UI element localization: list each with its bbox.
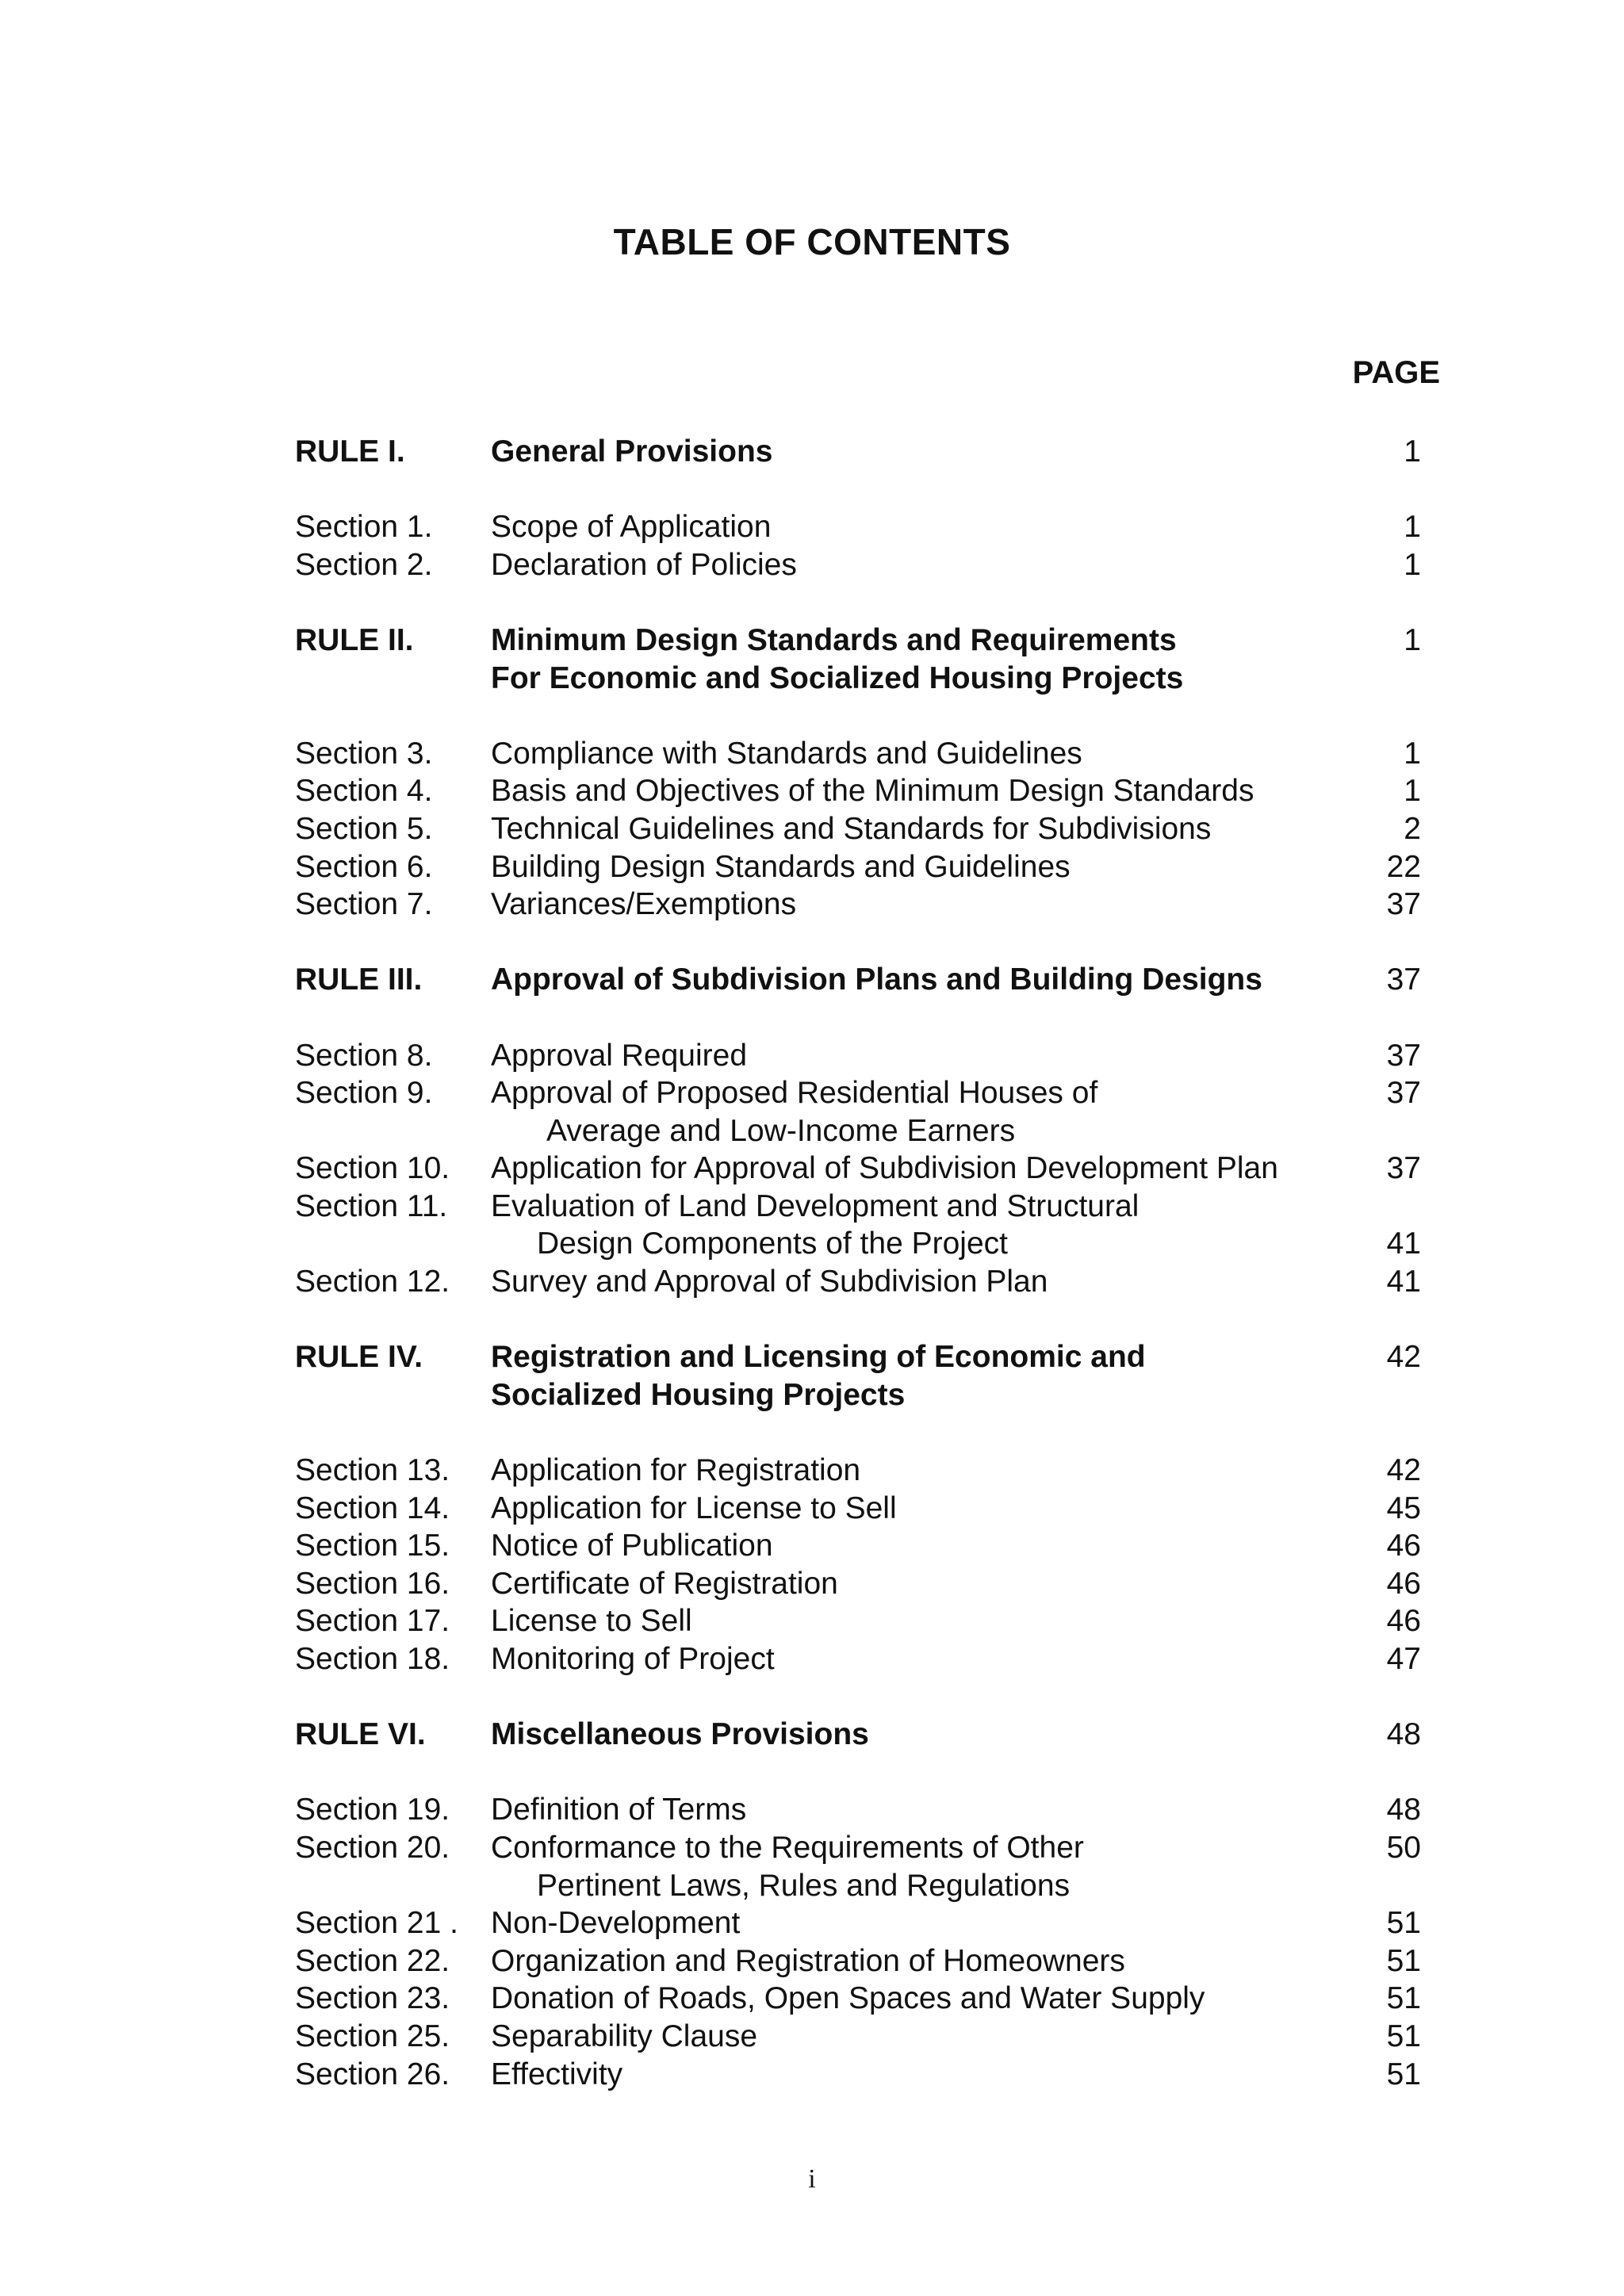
spacer <box>295 1754 1421 1792</box>
toc-entry-page: 37 <box>1386 1151 1421 1186</box>
page-number-footer: i <box>808 2164 816 2194</box>
toc-entry-page: 51 <box>1386 1906 1421 1941</box>
toc-entry-page: 42 <box>1386 1340 1421 1375</box>
toc-rule-2 <box>295 622 1421 697</box>
toc-entry-label: Section 21 . <box>295 1906 458 1941</box>
toc-entry-title: Notice of Publication <box>491 1529 773 1563</box>
toc-section-18 <box>295 1640 1421 1678</box>
toc-entry-title: Building Design Standards and Guidelines <box>491 849 1071 884</box>
page-title: TABLE OF CONTENTS <box>613 221 1011 262</box>
toc-entry-page: 1 <box>1404 510 1421 545</box>
toc-entry-title <box>491 622 1342 697</box>
toc-entry-title-line-2: Design Components of the Project <box>537 1226 1008 1261</box>
toc-rule-3 <box>295 961 1421 999</box>
toc-section-8 <box>295 1037 1421 1075</box>
toc-entry-label: Section 6. <box>295 849 433 884</box>
toc-entry-label: Section 26. <box>295 2057 450 2091</box>
toc-entry-page: 1 <box>1404 736 1421 771</box>
toc-entry-label: Section 11. <box>295 1188 448 1223</box>
toc-entry-title: Approval Required <box>491 1038 748 1073</box>
toc-entry-title: Application for License to Sell <box>491 1490 897 1525</box>
toc-entry-label: Section 2. <box>295 547 433 582</box>
toc-entry-title: Scope of Application <box>491 510 772 545</box>
toc-entry-title <box>491 1829 1342 1904</box>
toc-entry-title: Variances/Exemptions <box>491 887 797 922</box>
toc-section-2 <box>295 546 1421 584</box>
toc-entry-title-line-1: Approval of Proposed Residential Houses of <box>491 1076 1098 1111</box>
toc-entry-page: 51 <box>1386 2057 1421 2091</box>
toc-entry-title: Basis and Objectives of the Minimum Design Standards <box>491 774 1254 809</box>
toc-entry-page: 22 <box>1386 849 1421 884</box>
toc-entry-page: 37 <box>1386 887 1421 922</box>
toc-entry-title-line-2: Average and Low-Income Earners <box>546 1113 1016 1148</box>
toc-entry-label: Section 22. <box>295 1943 450 1978</box>
toc-entry-title-line-2: Pertinent Laws, Rules and Regulations <box>537 1868 1071 1903</box>
toc-section-23 <box>295 1980 1421 2018</box>
toc-entry-label: RULE II. <box>295 622 414 657</box>
toc-entry-label: Section 3. <box>295 736 433 771</box>
toc-entry-page: 41 <box>1386 1265 1421 1299</box>
toc-section-11 <box>295 1188 1421 1263</box>
toc-entry-title: Miscellaneous Provisions <box>491 1717 869 1752</box>
toc-entry-page: 1 <box>1404 774 1421 809</box>
toc-entry-label: Section 12. <box>295 1265 450 1299</box>
spacer <box>295 999 1421 1037</box>
toc-section-25 <box>295 2018 1421 2056</box>
toc-entry-label: Section 18. <box>295 1642 450 1676</box>
toc-entry-page: 51 <box>1386 1981 1421 2016</box>
toc-section-4 <box>295 772 1421 810</box>
toc-entry-title: Application for Approval of Subdivision Development Plan <box>491 1151 1278 1186</box>
toc-entry-title: License to Sell <box>491 1604 692 1639</box>
toc-section-9 <box>295 1074 1421 1150</box>
toc-entry-title: Certificate of Registration <box>491 1566 838 1601</box>
toc-section-16 <box>295 1565 1421 1603</box>
toc-entry-title-line-1: Conformance to the Requirements of Other <box>491 1830 1084 1865</box>
toc-section-20 <box>295 1829 1421 1904</box>
toc-entry-title: Technical Guidelines and Standards for Subdivisions <box>491 811 1212 846</box>
toc-entry-title: Compliance with Standards and Guidelines <box>491 736 1082 771</box>
toc-section-26 <box>295 2056 1421 2094</box>
toc-entry-label: Section 13. <box>295 1453 450 1488</box>
toc-entry-label: Section 8. <box>295 1038 433 1073</box>
toc-entry-label: Section 4. <box>295 774 433 809</box>
toc-entry-label: Section 1. <box>295 510 433 545</box>
toc-entry-label: Section 19. <box>295 1793 450 1827</box>
toc-entry-page: 46 <box>1386 1604 1421 1639</box>
spacer <box>295 697 1421 735</box>
toc-entry-title: Donation of Roads, Open Spaces and Water Supply <box>491 1981 1205 2016</box>
toc-entry-title: Monitoring of Project <box>491 1642 775 1676</box>
toc-entry-label: Section 14. <box>295 1490 450 1525</box>
toc-section-3 <box>295 735 1421 773</box>
table-of-contents <box>295 433 1421 2093</box>
toc-entry-page: 47 <box>1386 1642 1421 1676</box>
toc-section-17 <box>295 1602 1421 1640</box>
toc-entry-page: 50 <box>1386 1830 1421 1865</box>
toc-entry-page: 48 <box>1386 1793 1421 1827</box>
toc-entry-page: 45 <box>1386 1490 1421 1525</box>
toc-section-6 <box>295 848 1421 886</box>
toc-entry-label: Section 9. <box>295 1076 433 1111</box>
toc-entry-title: Definition of Terms <box>491 1793 747 1827</box>
toc-entry-page: 51 <box>1386 1943 1421 1978</box>
toc-entry-label: RULE IV. <box>295 1340 423 1375</box>
toc-entry-title: Effectivity <box>491 2057 623 2091</box>
toc-section-21 <box>295 1904 1421 1942</box>
toc-section-1 <box>295 508 1421 546</box>
toc-entry-title-line-1: Registration and Licensing of Economic and <box>491 1340 1146 1375</box>
toc-entry-page: 37 <box>1386 1038 1421 1073</box>
toc-entry-label: RULE I. <box>295 434 405 469</box>
toc-entry-title-line-2: Socialized Housing Projects <box>491 1377 906 1412</box>
toc-section-22 <box>295 1942 1421 1980</box>
toc-entry-label: Section 20. <box>295 1830 450 1865</box>
toc-entry-title: Declaration of Policies <box>491 547 797 582</box>
spacer <box>295 471 1421 509</box>
toc-entry-label: Section 15. <box>295 1529 450 1563</box>
toc-entry-page: 37 <box>1386 962 1421 997</box>
spacer <box>295 1301 1421 1339</box>
toc-entry-label: Section 5. <box>295 811 433 846</box>
spacer <box>295 1678 1421 1716</box>
toc-entry-title: Separability Clause <box>491 2019 758 2053</box>
toc-section-15 <box>295 1527 1421 1565</box>
toc-section-12 <box>295 1263 1421 1301</box>
toc-entry-page: 41 <box>1386 1226 1421 1261</box>
toc-entry-page: 42 <box>1386 1453 1421 1488</box>
toc-entry-page: 2 <box>1404 811 1421 846</box>
spacer <box>295 924 1421 962</box>
toc-section-14 <box>295 1490 1421 1528</box>
toc-entry-title <box>491 1074 1342 1150</box>
spacer <box>295 1414 1421 1452</box>
toc-entry-page: 46 <box>1386 1529 1421 1563</box>
toc-entry-title: Approval of Subdivision Plans and Building Designs <box>491 962 1262 997</box>
toc-entry-label: Section 10. <box>295 1151 450 1186</box>
spacer <box>295 584 1421 622</box>
toc-entry-title <box>491 1338 1342 1414</box>
toc-entry-label: Section 23. <box>295 1981 450 2016</box>
toc-entry-title-line-1: Evaluation of Land Development and Structural <box>491 1188 1139 1223</box>
toc-entry-title-line-2: For Economic and Socialized Housing Projects <box>491 660 1184 695</box>
toc-entry-title: Non-Development <box>491 1906 741 1941</box>
toc-section-5 <box>295 810 1421 848</box>
page-column-header: PAGE <box>1352 355 1440 390</box>
toc-entry-title-line-1: Minimum Design Standards and Requirements <box>491 622 1177 657</box>
toc-entry-page: 46 <box>1386 1566 1421 1601</box>
toc-entry-page: 37 <box>1386 1076 1421 1111</box>
toc-entry-title <box>491 1188 1342 1263</box>
toc-rule-4 <box>295 1338 1421 1414</box>
toc-section-10 <box>295 1150 1421 1188</box>
toc-entry-page: 48 <box>1386 1717 1421 1752</box>
toc-entry-label: Section 7. <box>295 887 433 922</box>
toc-section-7 <box>295 886 1421 924</box>
toc-rule-6 <box>295 1716 1421 1754</box>
toc-entry-title: Survey and Approval of Subdivision Plan <box>491 1265 1048 1299</box>
toc-entry-title: Application for Registration <box>491 1453 861 1488</box>
toc-entry-page: 1 <box>1404 434 1421 469</box>
toc-entry-label: RULE VI. <box>295 1717 426 1752</box>
toc-entry-title: General Provisions <box>491 434 773 469</box>
toc-entry-page: 51 <box>1386 2019 1421 2053</box>
toc-section-13 <box>295 1452 1421 1490</box>
toc-entry-label: Section 16. <box>295 1566 450 1601</box>
toc-entry-page: 1 <box>1404 547 1421 582</box>
toc-entry-title: Organization and Registration of Homeowners <box>491 1943 1125 1978</box>
toc-entry-label: Section 25. <box>295 2019 450 2053</box>
toc-rule-1 <box>295 433 1421 471</box>
toc-entry-label: RULE III. <box>295 962 423 997</box>
toc-entry-label: Section 17. <box>295 1604 450 1639</box>
toc-section-19 <box>295 1791 1421 1829</box>
toc-entry-page: 1 <box>1404 622 1421 657</box>
